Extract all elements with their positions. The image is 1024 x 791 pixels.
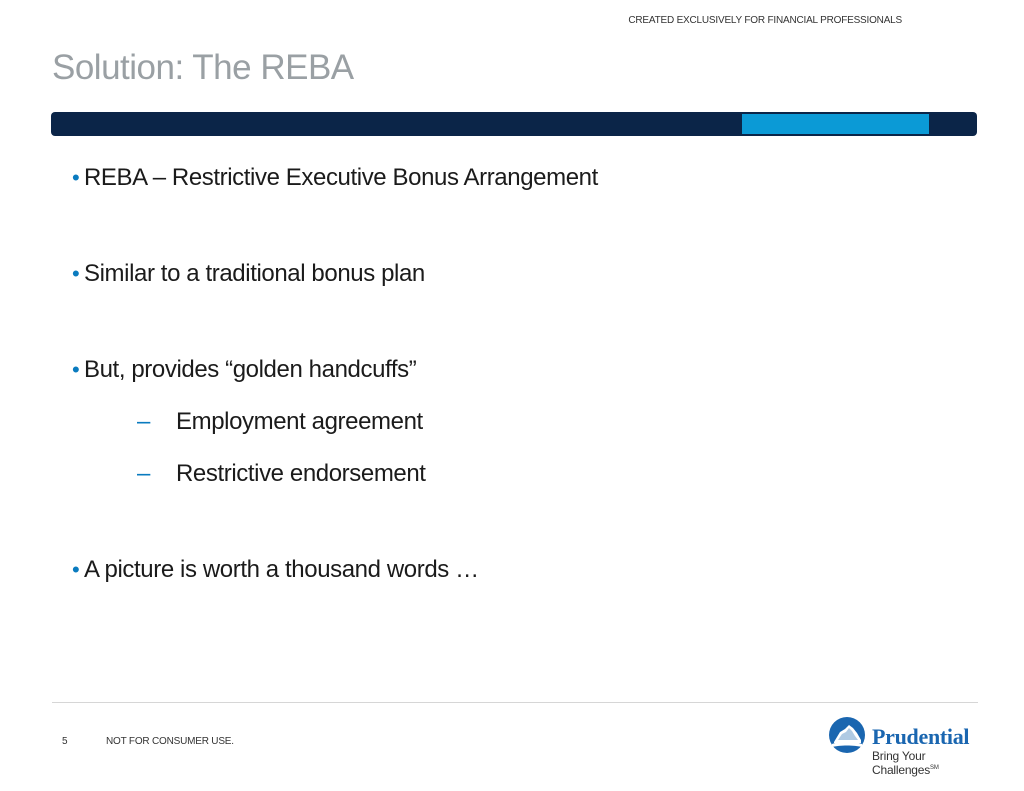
bullet-item: [72, 352, 972, 388]
service-mark: SM: [930, 765, 939, 771]
footer-divider: [52, 702, 978, 703]
slide-title: Solution: The REBA: [52, 48, 354, 87]
dash-icon: –: [137, 408, 150, 435]
footer-disclaimer: NOT FOR CONSUMER USE.: [106, 736, 234, 747]
slide-content: [72, 160, 972, 588]
bullet-text: A picture is worth a thousand words …: [84, 556, 479, 583]
bullet-text: REBA – Restrictive Executive Bonus Arrangement: [84, 164, 598, 191]
bullet-dot-icon: •: [72, 165, 80, 190]
bullet-text: But, provides “golden handcuffs”: [84, 356, 417, 383]
bullet-item: [72, 160, 972, 196]
sub-bullet-item: [72, 404, 972, 440]
sub-bullet-item: [72, 456, 972, 492]
bullet-dot-icon: •: [72, 557, 80, 582]
header-disclaimer: CREATED EXCLUSIVELY FOR FINANCIAL PROFESSIONALS: [628, 15, 902, 26]
bullet-dot-icon: •: [72, 261, 80, 286]
title-bar: [51, 112, 977, 136]
sub-bullet-text: Employment agreement: [176, 408, 423, 435]
bullet-item: [72, 552, 972, 588]
bullet-dot-icon: •: [72, 357, 80, 382]
dash-icon: –: [137, 460, 150, 487]
prudential-logo: [828, 716, 988, 777]
bullet-item: [72, 256, 972, 292]
rock-of-gibraltar-icon: [828, 716, 866, 754]
logo-brand-name: Prudential: [872, 724, 970, 749]
title-bar-accent: [742, 114, 929, 134]
logo-tagline: Bring Your Challenges℠: [872, 749, 939, 777]
page-number: 5: [62, 736, 68, 747]
sub-bullet-text: Restrictive endorsement: [176, 460, 426, 487]
bullet-text: Similar to a traditional bonus plan: [84, 260, 425, 287]
